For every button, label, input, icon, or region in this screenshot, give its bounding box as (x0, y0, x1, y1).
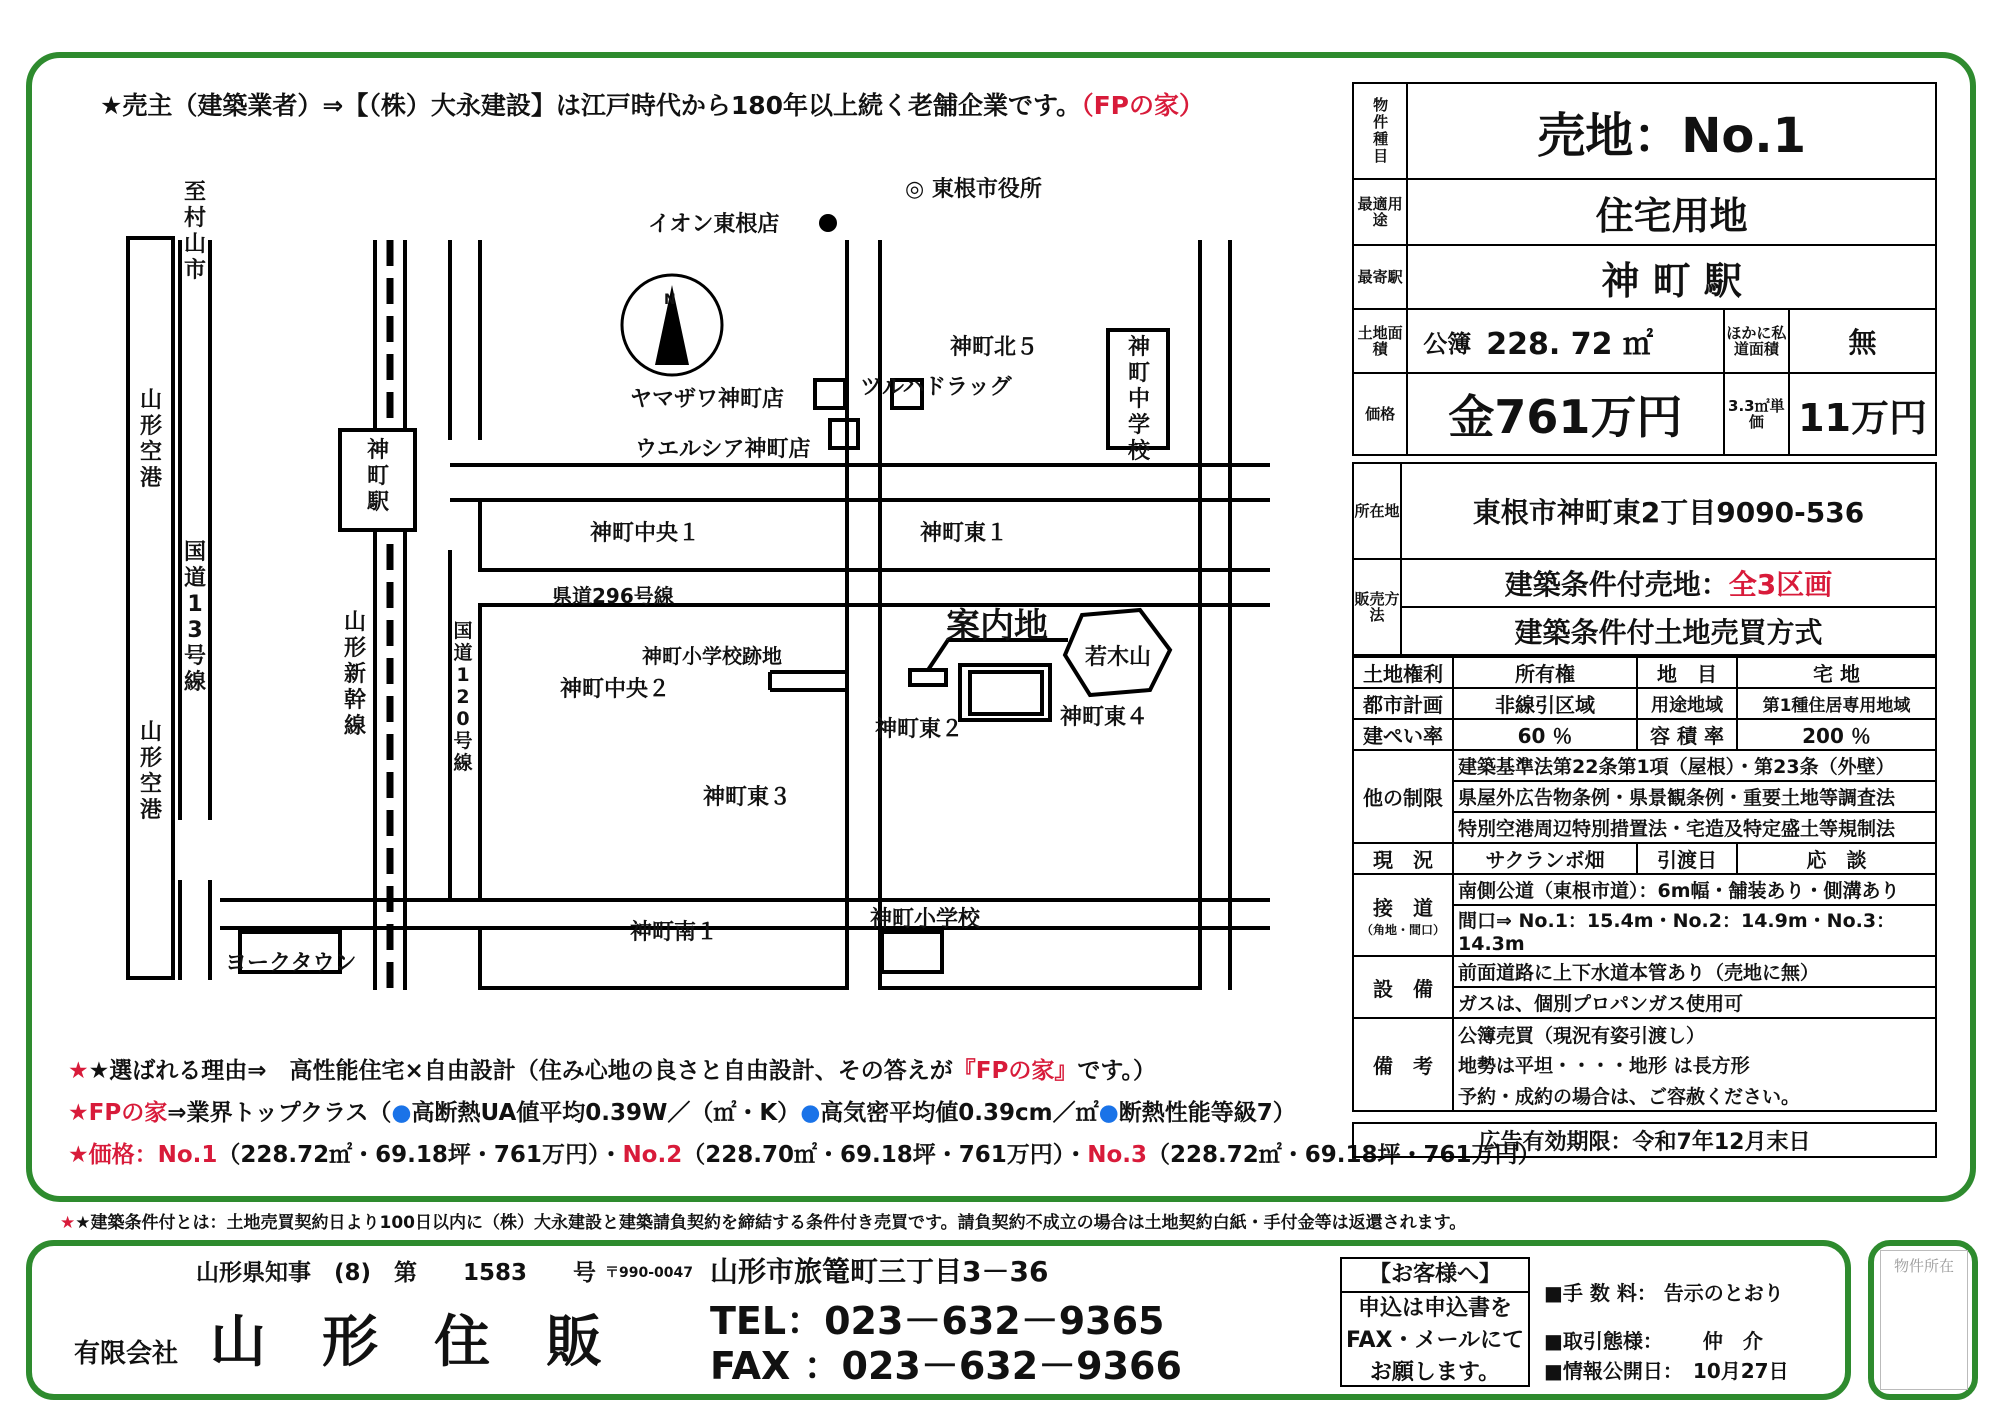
sale-prefix: 建築条件付売地： (1504, 568, 1729, 601)
price-label: 価格 (1353, 373, 1407, 455)
info-table-details (1352, 656, 1937, 1112)
sale-value-2: 建築条件付土地売買方式 (1401, 607, 1936, 655)
reason-line (68, 1052, 1156, 1085)
aeon-marker (819, 214, 837, 232)
reason-suffix: です。） (1077, 1058, 1157, 1084)
handover-value: 応 談 (1737, 843, 1936, 874)
map-label-higashi1: 神町東１ (920, 521, 1009, 546)
map-label-higashi4: 神町東４ (1060, 705, 1149, 730)
remarks-1: 公簿売買（現況有姿引渡し） (1453, 1018, 1936, 1049)
info-table-top (1352, 82, 1937, 456)
remarks-label: 備 考 (1353, 1018, 1453, 1111)
fax: FAX ：023－632－9366 (710, 1344, 1182, 1388)
map-label-annaichi: 案内地 (946, 606, 1048, 646)
fp-grade: 断熱性能等級7） (1118, 1100, 1296, 1126)
fee: ■手 数 料： 告示のとおり (1544, 1281, 1784, 1305)
map-label-chuo1: 神町中央１ (590, 521, 701, 546)
trade-type (1544, 1325, 1763, 1354)
company-name: 山 形 住 販 (210, 1309, 602, 1375)
map-label-tsuruha: ツルハドラッグ (860, 375, 1012, 400)
tel: TEL：023－632－9365 (710, 1299, 1165, 1343)
sale-highlight: 全3区画 (1728, 568, 1833, 601)
north-compass (622, 275, 722, 375)
map-label-airport-top: 山形空港 (139, 388, 162, 491)
use-label: 最適用途 (1353, 179, 1407, 245)
stamp-box (1880, 1250, 1968, 1390)
info-table-location (1352, 462, 1937, 656)
condition-note (60, 1208, 1466, 1233)
unit-price-value: 11万円 (1789, 373, 1936, 455)
map-canvas (30, 120, 1340, 1025)
map-label-city-hall: ◎ 東根市役所 (905, 177, 1042, 202)
publish-label: ■情報公開日： (1544, 1359, 1683, 1383)
map-label-shougakkou: 神町小学校 (870, 907, 981, 932)
plan-label: 都市計画 (1353, 688, 1453, 719)
remarks-3: 予約・成約の場合は、ご容赦ください。 (1453, 1080, 1936, 1111)
map-label-york: ヨークタウン (225, 951, 357, 976)
area-label: 土地面積 (1353, 309, 1407, 373)
reason-highlight: 『FPの家』 (952, 1058, 1078, 1084)
location-value: 東根市神町東2丁目9090-536 (1401, 463, 1936, 559)
fp-prefix: ★FPの家 (68, 1100, 168, 1126)
stamp-label: 物件所在 (1893, 1257, 1954, 1275)
map-label-higashi2: 神町東２ (875, 717, 964, 742)
map-label-higashi3: 神町東３ (703, 785, 792, 810)
map-label-north: N (664, 292, 676, 308)
seller-banner (100, 86, 1204, 122)
private-road-label: ほかに私道面積 (1724, 309, 1790, 373)
map-label-route13: 国道13号線 (183, 540, 206, 695)
valid-until-box (1352, 1122, 1937, 1158)
location-map (30, 120, 1340, 1025)
customer-line-3: お願します。 (1369, 1360, 1501, 1385)
fp-text: ⇒業界トップクラス（ (167, 1100, 392, 1126)
map-label-chuugakkou: 神町中学校 (1127, 335, 1150, 464)
company-type: 有限会社 (74, 1339, 179, 1369)
price-value: 金761万円 (1407, 373, 1723, 455)
road-label: 接 道 (1373, 896, 1433, 920)
reason-prefix: ★ (68, 1058, 89, 1084)
seller-banner-text: ★売主（建築業者）⇒【（株）大永建設】は江戸時代から180年以上続く老舗企業です。 (100, 91, 1082, 120)
handover-label: 引渡日 (1637, 843, 1737, 874)
map-label-school-site: 神町小学校跡地 (642, 644, 782, 668)
customer-box (1340, 1257, 1530, 1387)
trade-label: ■取引態様： (1544, 1329, 1663, 1353)
equip-1: 前面道路に上下水道本管あり（売地に無） (1453, 956, 1936, 987)
reason-text: ★選ばれる理由⇒ 高性能住宅×自由設計（住み心地の良さと自由設計、その答えが (88, 1058, 953, 1084)
zone-value: 第1種住居専用地域 (1737, 688, 1936, 719)
map-label-to-murayama: 至村山市 (183, 180, 206, 283)
map-label-welcia: ウエルシア神町店 (635, 437, 811, 462)
restrict-3: 特別空港周辺特別措置法・宅造及特定盛土等規制法 (1453, 812, 1936, 843)
map-label-kendo: 県道296号線 (552, 584, 674, 608)
far-value: 200 ％ (1737, 719, 1936, 750)
price-no2-text: （228.70㎡・69.18坪・761万円）・ (682, 1142, 1088, 1168)
road-label-cell (1353, 874, 1453, 956)
road-sublabel: （角地・間口） (1360, 923, 1445, 937)
note-star: ★ (60, 1213, 76, 1233)
map-label-shinkansen: 山形新幹線 (343, 610, 366, 739)
zone-label: 用途地域 (1637, 688, 1737, 719)
status-value: サクランボ畑 (1453, 843, 1637, 874)
trade-value: 仲 介 (1702, 1329, 1763, 1353)
area-value: 228. 72 ㎡ (1486, 309, 1723, 373)
area-prefix: 公簿 (1407, 309, 1486, 373)
map-label-route120: 国道120号線 (453, 620, 473, 774)
price-no2: No.2 (622, 1142, 683, 1168)
restrict-2: 県屋外広告物条例・県景観条例・重要土地等調査法 (1453, 781, 1936, 812)
restrict-1: 建築基準法第22条第1項（屋根）・第23条（外壁） (1453, 750, 1936, 781)
use-value: 住宅用地 (1407, 179, 1936, 245)
station-value: 神 町 駅 (1407, 245, 1936, 309)
map-label-minami1: 神町南１ (630, 920, 719, 945)
price-prefix: ★価格： (68, 1142, 158, 1168)
valid-until: 広告有効期限：令和7年12月末日 (1353, 1123, 1936, 1157)
map-label-wakagiyama: 若木山 (1085, 645, 1152, 670)
road-2: 間口⇒ No.1：15.4m・No.2：14.9m・No.3：14.3m (1453, 905, 1936, 956)
private-road-value: 無 (1789, 309, 1936, 373)
equip-2: ガスは、個別プロパンガス使用可 (1453, 987, 1936, 1018)
blue-dot-icon: ● (800, 1100, 821, 1126)
road-1: 南側公道（東根市道）：6m幅・舗装あり・側溝あり (1453, 874, 1936, 905)
price-no1-text: （228.72㎡・69.18坪・761万円）・ (217, 1142, 623, 1168)
customer-line-1: 申込は申込書を (1357, 1296, 1512, 1321)
price-no3: No.3 (1087, 1142, 1148, 1168)
map-label-station: 神町駅 (366, 438, 389, 515)
plan-value: 非線引区域 (1453, 688, 1637, 719)
location-label: 所在地 (1353, 463, 1401, 559)
sale-value-1 (1401, 559, 1936, 607)
sale-label: 販売方法 (1353, 559, 1401, 655)
fp-performance-line (68, 1094, 1296, 1127)
restrict-label: 他の制限 (1353, 750, 1453, 843)
rights-label: 土地権利 (1353, 657, 1453, 688)
map-label-chuo2: 神町中央２ (560, 677, 671, 702)
far-label: 容 積 率 (1637, 719, 1737, 750)
license: 山形県知事 (8) 第 1583 号 (196, 1260, 597, 1286)
map-label-kita5: 神町北５ (950, 335, 1039, 360)
airport-runway (128, 238, 173, 978)
station-label: 最寄駅 (1353, 245, 1407, 309)
blue-dot-icon: ● (1098, 1100, 1119, 1126)
price-no1: No.1 (157, 1142, 218, 1168)
note-text: ★建築条件付とは：土地売買契約日より100日以内に（株）大永建設と建築請負契約を締結する条件付き売買です。請負契約不成立の場合は土地契約白紙・手付金等は返還されます。 (75, 1213, 1467, 1233)
address: 山形市旅篭町三丁目3－36 (710, 1255, 1049, 1288)
unit-price-label: 3.3㎡単価 (1724, 373, 1790, 455)
coverage-label: 建ぺい率 (1353, 719, 1453, 750)
fp-c: 高気密平均値0.39cm／㎡ (820, 1100, 1099, 1126)
postal-code: 〒990-0047 (605, 1265, 693, 1281)
map-label-aeon: イオン東根店 (648, 212, 780, 237)
type-label: 物件種目 (1353, 83, 1407, 179)
chimoku-value: 宅 地 (1737, 657, 1936, 688)
type-value: 売地：No.1 (1407, 83, 1936, 179)
fp-ua: 高断熱UA値平均0.39W／（㎡・K） (411, 1100, 801, 1126)
blue-dot-icon: ● (391, 1100, 412, 1126)
price-line (68, 1136, 1541, 1169)
publish-value: 10月27日 (1692, 1359, 1789, 1383)
price-no3-text: （228.72㎡・69.18坪・761万円） (1147, 1142, 1541, 1168)
rights-value: 所有権 (1453, 657, 1637, 688)
fp-house-label: （FPの家） (1081, 91, 1204, 120)
coverage-value: 60 ％ (1453, 719, 1637, 750)
equip-label: 設 備 (1353, 956, 1453, 1018)
chimoku-label: 地 目 (1637, 657, 1737, 688)
map-label-yamazawa: ヤマザワ神町店 (630, 387, 785, 412)
remarks-2: 地勢は平坦・・・・地形 は長方形 (1453, 1049, 1936, 1080)
customer-title: 【お客様へ】 (1342, 1259, 1528, 1293)
publish-date (1544, 1355, 1789, 1384)
customer-line-2: FAX・メールにて (1345, 1328, 1525, 1353)
status-label: 現 況 (1353, 843, 1453, 874)
property-info (1352, 82, 1937, 1158)
map-label-airport-bottom: 山形空港 (139, 720, 162, 823)
